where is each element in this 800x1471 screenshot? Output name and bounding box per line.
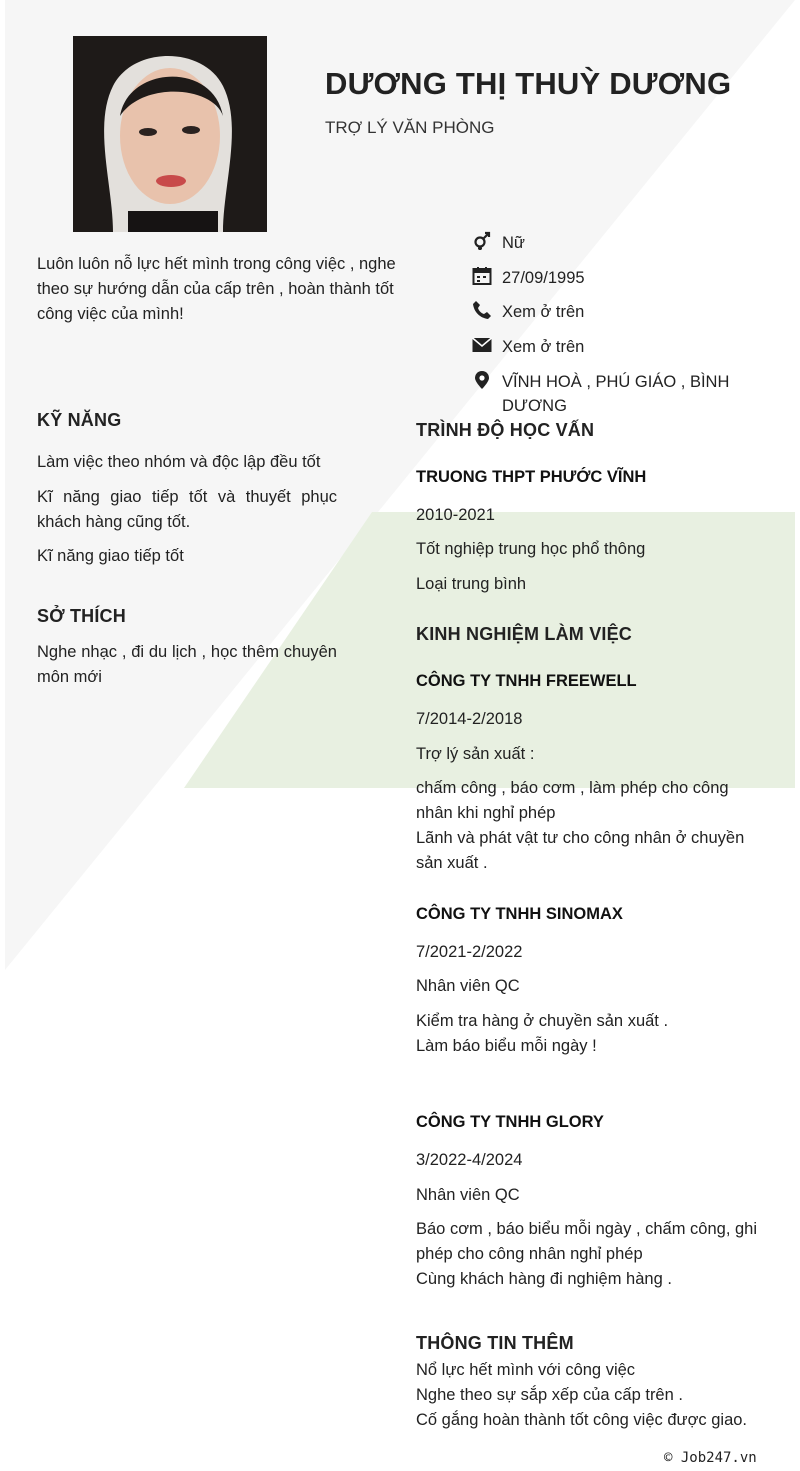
gender-value: Nữ [502,234,525,252]
info-address [472,370,762,418]
education-heading: TRÌNH ĐỘ HỌC VẤN [416,420,595,440]
gender-icon [472,231,502,256]
additional-info-heading: THÔNG TIN THÊM [416,1333,574,1353]
education-degree: Tốt nghiệp trung học phổ thông [416,540,646,558]
address-line-1: VĨNH HOÀ , PHÚ GIÁO , BÌNH [502,373,730,391]
info-phone [472,300,762,325]
job-description: Kiểm tra hàng ở chuyền sản xuất . Làm báo biểu mỗi ngày ! [416,1012,669,1055]
address-line-2: DƯƠNG [502,397,567,415]
hobbies-text: Nghe nhạc , đi du lịch , học thêm chuyên môn mới [37,643,337,686]
info-birthday [472,266,762,291]
skill-item: Kĩ năng giao tiếp tốt và thuyết phục khách hàng cũng tốt. [37,488,337,531]
company-name: CÔNG TY TNHH SINOMAX [416,905,623,923]
calendar-icon [472,266,502,291]
job-period: 3/2022-4/2024 [416,1151,523,1169]
additional-info-text: Nổ lực hết mình với công việc Nghe theo sự sắp xếp của cấp trên . Cố gắng hoàn thành tốt công việc được giao. [416,1361,748,1429]
hobbies-heading: SỞ THÍCH [37,606,126,626]
candidate-name: DƯƠNG THỊ THUỲ DƯƠNG [325,66,732,101]
info-email [472,335,762,360]
phone-icon [472,300,502,325]
email-icon [472,335,502,360]
skill-item: Kĩ năng giao tiếp tốt [37,547,184,565]
skills-heading: KỸ NĂNG [37,410,122,430]
school-name: TRUONG THPT PHƯỚC VĨNH [416,468,647,486]
profile-photo [73,36,267,232]
company-name: CÔNG TY TNHH GLORY [416,1113,604,1131]
job-role: Trợ lý sản xuất : [416,745,535,763]
info-gender [472,231,762,256]
job-period: 7/2021-2/2022 [416,943,523,961]
phone-value: Xem ở trên [502,303,585,321]
job-description: chấm công , báo cơm , làm phép cho công nhân khi nghỉ phép Lãnh và phát vật tư cho công nhân ở chuyền sản xuất . [416,779,745,872]
career-objective: Luôn luôn nỗ lực hết mình trong công việc , nghe theo sự hướng dẫn của cấp trên , hoàn thành tốt công việc của mình! [37,255,396,323]
job-description: Báo cơm , báo biểu mỗi ngày , chấm công, ghi phép cho công nhân nghỉ phép Cùng khách hàng đi nghiệm hàng . [416,1220,758,1288]
company-name: CÔNG TY TNHH FREEWELL [416,672,637,690]
experience-heading: KINH NGHIỆM LÀM VIỆC [416,624,633,644]
job-period: 7/2014-2/2018 [416,710,523,728]
location-pin-icon [472,370,502,418]
skill-item: Làm việc theo nhóm và độc lập đều tốt [37,453,321,471]
footer-credit: © Job247.vn [664,1450,757,1466]
job-title: TRỢ LÝ VĂN PHÒNG [325,118,495,137]
education-period: 2010-2021 [416,506,495,524]
email-value: Xem ở trên [502,338,585,356]
address-value [502,370,729,418]
job-role: Nhân viên QC [416,977,520,995]
birthday-value: 27/09/1995 [502,269,585,287]
job-role: Nhân viên QC [416,1186,520,1204]
education-grade: Loại trung bình [416,575,527,593]
